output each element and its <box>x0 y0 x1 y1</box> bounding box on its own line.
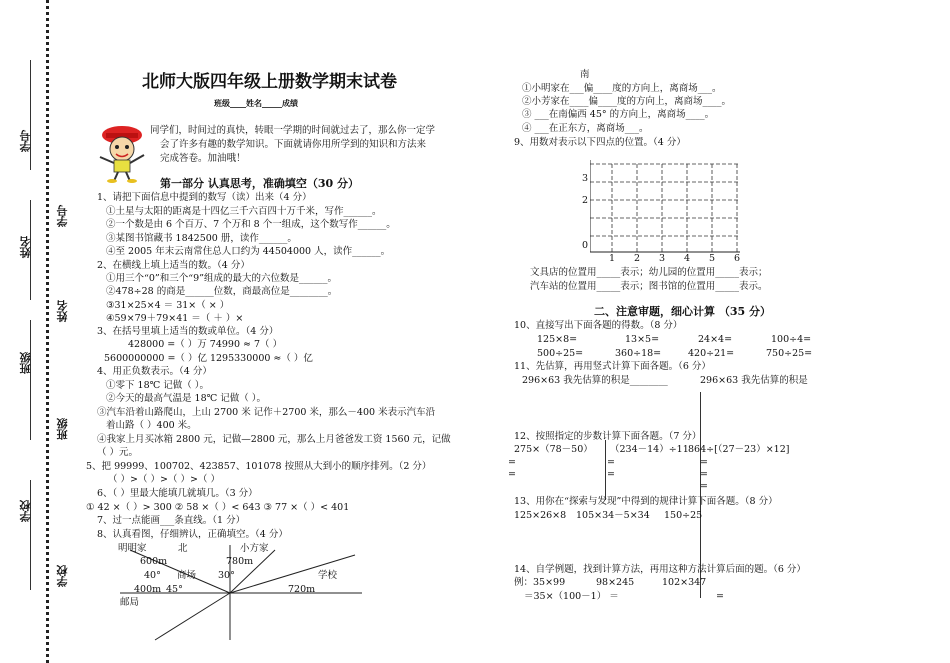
student-info-line: 班级____姓名_____成绩 <box>214 98 298 108</box>
question-8d: ④ ___在正东方，离商场___。 <box>522 123 649 134</box>
q10-item: 100÷4= <box>771 334 812 345</box>
question-4c: ③汽车沿着山路爬山，上山 2700 米 记作＋2700 米，那么－400 米表示汽车沿 <box>97 407 436 418</box>
map-label-mall: 商场 <box>177 570 197 581</box>
question-1a: ①土星与太阳的距离是十四亿三千六百四十万千米，写作______。 <box>106 206 382 217</box>
question-14d: ＝35×（100－1） ＝ <box>524 591 619 602</box>
page-title: 北师大版四年级上册数学期末试卷 <box>142 72 397 92</box>
question-3b: 5600000000 =（ ）亿 1295330000 ≈（ ）亿 <box>104 353 313 364</box>
grid-x-tick: 4 <box>684 253 691 264</box>
grid-x-tick: 1 <box>609 253 616 264</box>
grid-x-tick: 3 <box>659 253 666 264</box>
work-divider <box>605 440 606 500</box>
coordinate-grid <box>590 160 740 256</box>
question-2d: ④59×79＋79×41 ＝（ ＋ ）× <box>106 313 244 324</box>
equals-sign: = <box>607 457 615 468</box>
question-4d: ④我家上月买冰箱 2800 元，记做—2800 元，那么上月爸爸发工资 1560 元，记做 <box>97 434 451 445</box>
question-4c-cont: 着山路（ ）400 米。 <box>106 420 197 431</box>
post-ray <box>155 593 230 640</box>
cartoon-mascot-icon <box>92 123 150 183</box>
map-label-600m: 600m <box>140 556 168 567</box>
question-8: 8、认真看图，仔细辨认，正确填空。（4 分） <box>97 529 288 540</box>
question-3a: 428000 =（ ）万 74990 ≈ 7（ ） <box>128 339 283 350</box>
question-11: 11、先估算，再用竖式计算下面各题。（6 分） <box>514 361 711 372</box>
map-label-post: 邮局 <box>120 597 140 608</box>
equals-sign: = <box>508 469 516 480</box>
q10-item: 750÷25= <box>766 348 813 359</box>
question-2a: ①用三个“0”和三个“9”组成的最大的六位数是______。 <box>106 273 338 284</box>
map-label-720m: 720m <box>288 584 316 595</box>
map-label-north: 北 <box>178 543 188 554</box>
map-label-south: 南 <box>580 69 590 80</box>
question-3: 3、在括号里填上适当的数或单位。（4 分） <box>97 326 279 337</box>
question-11a: 296×63 我先估算的积是________ <box>522 375 668 386</box>
question-9a: 文具店的位置用_____表示；幼儿园的位置用_____表示； <box>530 267 768 278</box>
equals-sign: = <box>700 481 708 492</box>
question-14a: 例：35×99 <box>514 577 566 588</box>
question-1b: ②一个数是由 6 个百万、7 个万和 8 个一组成，这个数写作______。 <box>106 219 396 230</box>
question-5-answer: （ ）>（ ）>（ ）>（ ） <box>108 474 220 485</box>
question-9: 9、用数对表示以下四点的位置。（4 分） <box>514 137 686 148</box>
section-heading-part1: 第一部分 认真思考，准确填空（30 分） <box>160 177 359 190</box>
margin-label-xuehao-inner: 学号 <box>56 205 69 227</box>
question-1d: ④至 2005 年末云南常住总人口约为 44504000 人，读作______。 <box>106 246 391 257</box>
q10-item: 420÷21= <box>688 348 735 359</box>
margin-label-xingming: 姓名 <box>19 236 32 258</box>
question-10: 10、直接写出下面各题的得数。（8 分） <box>514 320 683 331</box>
grid-x-tick: 6 <box>734 253 741 264</box>
grid-y-tick: 2 <box>582 195 589 206</box>
intro-line-1: 同学们，时间过的真快，转眼一学期的时间就过去了，那么你一定学 <box>150 125 436 136</box>
question-12c: 864÷[（27－23）×12] <box>688 444 790 455</box>
question-4: 4、用正负数表示。（4 分） <box>97 366 212 377</box>
map-label-fang: 小方家 <box>240 543 269 554</box>
q10-item: 24×4= <box>698 334 733 345</box>
q10-item: 13×5= <box>625 334 660 345</box>
intro-line-2: 会了许多有趣的数学知识。下面就请你用所学到的知识和方法来 <box>160 139 427 150</box>
question-8a: ①小明家在___偏____度的方向上，离商场___。 <box>522 83 722 94</box>
question-14c: 102×347 <box>662 577 707 588</box>
question-12b: （234－14）÷11 <box>610 444 689 455</box>
question-5: 5、把 99999、100702、423857、101078 按照从大到小的顺序排列。（2 分） <box>86 461 432 472</box>
question-9b: 汽车站的位置用_____表示；图书馆的位置用_____表示。 <box>530 281 768 292</box>
question-1: 1、请把下面信息中提到的数写（读）出来（4 分） <box>97 192 312 203</box>
intro-line-3: 完成答卷。加油哦！ <box>160 153 246 164</box>
question-2c: ③31×25×4 ＝ 31×（ × ） <box>106 300 230 311</box>
map-label-30deg: 30° <box>218 570 235 581</box>
question-6: 6、（ ）里最大能填几就填几。（3 分） <box>97 488 258 499</box>
map-label-45deg: 45° <box>166 584 183 595</box>
equals-sign: = <box>607 469 615 480</box>
question-13a: 125×26×8 <box>514 510 567 521</box>
map-label-school: 学校 <box>318 570 338 581</box>
grid-y-tick: 3 <box>582 173 589 184</box>
map-label-780m: 780m <box>226 556 254 567</box>
margin-label-xuexiao: 学校 <box>19 500 32 522</box>
margin-label-xuehao: 学号 <box>19 130 32 152</box>
binding-dotted-line <box>46 0 49 663</box>
question-13: 13、用你在“探索与发现”中得到的规律计算下面各题。（8 分） <box>514 496 778 507</box>
question-12a: 275×（78－50） <box>514 444 593 455</box>
margin-label-xingming-inner: 姓名 <box>56 300 69 322</box>
question-7: 7、过一点能画___条直线。（1 分） <box>97 515 246 526</box>
margin-label-xuexiao-inner: 学校 <box>56 565 69 587</box>
equals-sign: = <box>716 591 724 602</box>
q10-item: 500÷25= <box>537 348 584 359</box>
margin-line <box>30 320 31 440</box>
question-2b: ②478÷28 的商是______位数，商最高位是________。 <box>106 286 338 297</box>
margin-line <box>30 60 31 170</box>
question-4d-cont: （ ）元。 <box>97 447 139 458</box>
question-13c: 150÷25 <box>664 510 703 521</box>
grid-x-tick: 5 <box>709 253 716 264</box>
question-1c: ③某图书馆藏书 1842500 册，读作______。 <box>106 233 297 244</box>
equals-sign: = <box>700 469 708 480</box>
grid-x-tick: 2 <box>634 253 641 264</box>
map-label-ming: 明明家 <box>118 543 147 554</box>
equals-sign: = <box>508 457 516 468</box>
map-label-400m: 400m <box>134 584 162 595</box>
question-6-items: ① 42 ×（ ）> 300 ② 58 ×（ ）< 643 ③ 77 ×（ ）< 401 <box>86 502 350 513</box>
question-8b: ②小芳家在____偏____度的方向上，离商场____。 <box>522 96 732 107</box>
margin-line <box>30 480 31 590</box>
question-4b: ②今天的最高气温是 18℃ 记做（ ）。 <box>106 393 267 404</box>
question-4a: ①零下 18℃ 记做（ ）。 <box>106 380 210 391</box>
question-13b: 105×34－5×34 <box>576 510 650 521</box>
question-14: 14、自学例题，找到计算方法，再用这种方法计算后面的题。（6 分） <box>514 564 806 575</box>
margin-label-banji-inner: 班级 <box>56 418 69 440</box>
q10-item: 125×8= <box>537 334 578 345</box>
question-11b: 296×63 我先估算的积是 <box>700 375 808 386</box>
question-12: 12、按照指定的步数计算下面各题。（7 分） <box>514 431 702 442</box>
question-2: 2、在横线上填上适当的数。（4 分） <box>97 260 250 271</box>
margin-label-banji: 班级 <box>19 352 32 374</box>
grid-y-tick: 0 <box>582 240 589 251</box>
map-label-40deg: 40° <box>144 570 161 581</box>
equals-sign: = <box>700 457 708 468</box>
q10-item: 360÷18= <box>615 348 662 359</box>
question-14b: 98×245 <box>596 577 635 588</box>
question-8c: ③ ___在南偏西 45° 的方向上，离商场____。 <box>522 109 715 120</box>
section-heading-part2: 二、注意审题，细心计算 （35 分） <box>594 305 771 318</box>
